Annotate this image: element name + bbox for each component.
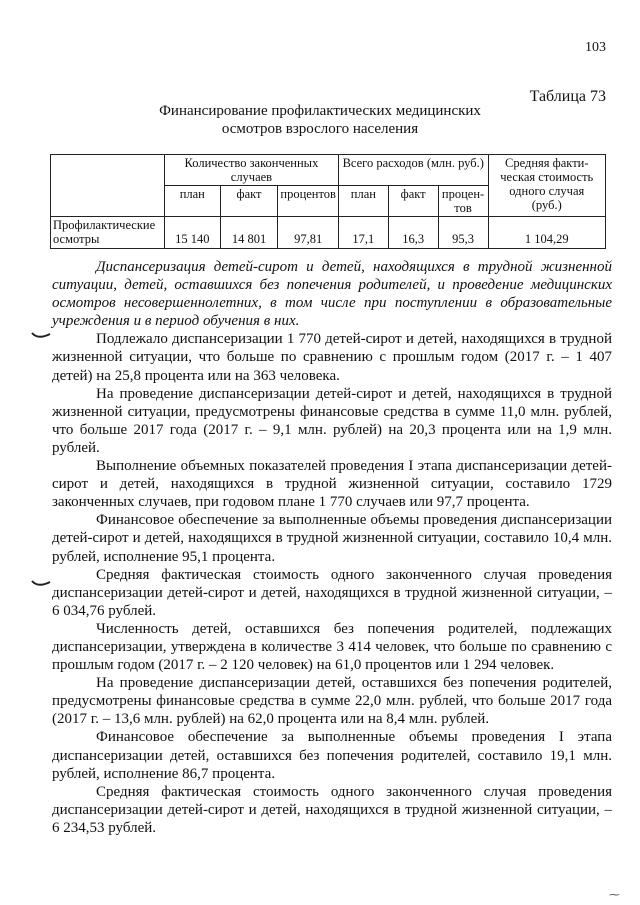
header-avg-line-4: (руб.) (531, 198, 562, 212)
row-label-line-1: Профилактические (53, 218, 156, 232)
paragraph: На проведение диспансеризации детей, оставшихся без попечения родителей, предусмотрены финансовые средства в сумме 22,0 млн. рублей, что больше 2017 года (2017 г. – 13,6 млн. рублей) на 62,0 процента или на 8,4 млн. рублей. (52, 675, 612, 728)
cell-average-cost: 1 104,29 (488, 217, 605, 249)
subheader-plan: план (164, 186, 220, 217)
section-heading: Диспансеризация детей-сирот и детей, находящихся в трудной жизненной ситуации, детей, оставшихся без попечения родителей, и проведение медицинских осмотров несовершеннолетних, в том числе при поступлении в образовательные учреждения и в период обучения в них. (52, 259, 612, 330)
body-text (52, 258, 612, 837)
subheader-percent-2-line-1: процен- (441, 187, 485, 201)
row-label-line-2: осмотры (53, 232, 100, 246)
row-label (51, 217, 165, 249)
header-expenses: Всего расходов (млн. руб.) (338, 155, 488, 186)
paragraph: Финансовое обеспечение за выполненные объемы проведения диспансеризации детей-сирот и детей, находящихся в трудной жизненной ситуации, составило 10,4 млн. рублей, исполнение 95,1 процента. (52, 512, 612, 565)
subheader-percent-2-line-2: тов (454, 201, 472, 215)
table-title-line-1: Финансирование профилактических медицинских (159, 103, 481, 119)
pen-check-mark-icon (30, 330, 52, 342)
table-row (51, 217, 606, 249)
table-title-line-2: осмотров взрослого населения (221, 121, 419, 137)
cell-expenses-fact: 16,3 (388, 217, 438, 249)
subheader-fact: факт (220, 186, 278, 217)
header-cases (164, 155, 338, 186)
table-header-row (51, 155, 606, 186)
subheader-percent-2 (438, 186, 488, 217)
paragraph: Финансовое обеспечение за выполненные объемы проведения I этапа диспансеризации детей, оставшихся без попечения родителей, составило 19,1 млн. рублей, исполнение 86,7 процента. (52, 729, 612, 782)
paragraph: Средняя фактическая стоимость одного законченного случая проведения диспансеризации детей-сирот и детей, находящихся в трудной жизненной ситуации, – 6 234,53 рублей. (52, 783, 612, 836)
cell-expenses-percent: 95,3 (438, 217, 488, 249)
pen-check-mark-icon (30, 578, 52, 590)
paragraph: Средняя фактическая стоимость одного законченного случая проведения диспансеризации детей-сирот и детей, находящихся в трудной жизненной ситуации, – 6 034,76 рублей. (52, 566, 612, 619)
cell-cases-percent: 97,81 (278, 217, 339, 249)
cell-cases-fact: 14 801 (220, 217, 278, 249)
header-empty-cell (51, 155, 165, 217)
scan-corner-mark-icon: ⁓ (609, 889, 620, 901)
subheader-plan-2: план (338, 186, 388, 217)
subheader-percent: процентов (278, 186, 339, 217)
header-avg-line-3: одного случая (509, 184, 585, 198)
header-avg-line-2: ческая стоимость (500, 170, 594, 184)
subheader-fact-2: факт (388, 186, 438, 217)
page-number: 103 (585, 40, 606, 55)
cell-cases-plan: 15 140 (164, 217, 220, 249)
header-cases-line-1: Количество законченных (184, 156, 319, 170)
table-title (0, 102, 640, 138)
table-label: Таблица 73 (529, 88, 606, 105)
cell-expenses-plan: 17,1 (338, 217, 388, 249)
financing-table (50, 154, 606, 249)
paragraph: Подлежало диспансеризации 1 770 детей-сирот и детей, находящихся в трудной жизненной ситуации, что больше по сравнению с прошлым годом (2017 г. – 1 407 детей) на 25,8 процента или на 363 человека. (52, 331, 612, 384)
paragraph: Численность детей, оставшихся без попечения родителей, подлежащих диспансеризации, утверждена в количестве 3 414 человек, что больше по сравнению с прошлым годом (2017 г. – 2 120 человек) на 61,0 процентов или 1 294 человек. (52, 620, 612, 674)
header-cases-line-2: случаев (230, 170, 273, 184)
paragraph: Выполнение объемных показателей проведения I этапа диспансеризации детей-сирот и детей, находящихся в трудной жизненной ситуации, составило 1729 законченных случаев, при годовом плане 1 770 случаев или 97,7 процента. (52, 458, 612, 511)
header-avg-line-1: Средняя факти- (505, 156, 589, 170)
paragraph: На проведение диспансеризации детей-сирот и детей, находящихся в трудной жизненной ситуации, предусмотрены финансовые средства в сумме 11,0 млн. рублей, что больше 2017 года (2017 г. – 9,1 млн. рублей) на 20,3 процента или на 1,9 млн. рублей. (52, 385, 612, 456)
header-average-cost (488, 155, 605, 217)
